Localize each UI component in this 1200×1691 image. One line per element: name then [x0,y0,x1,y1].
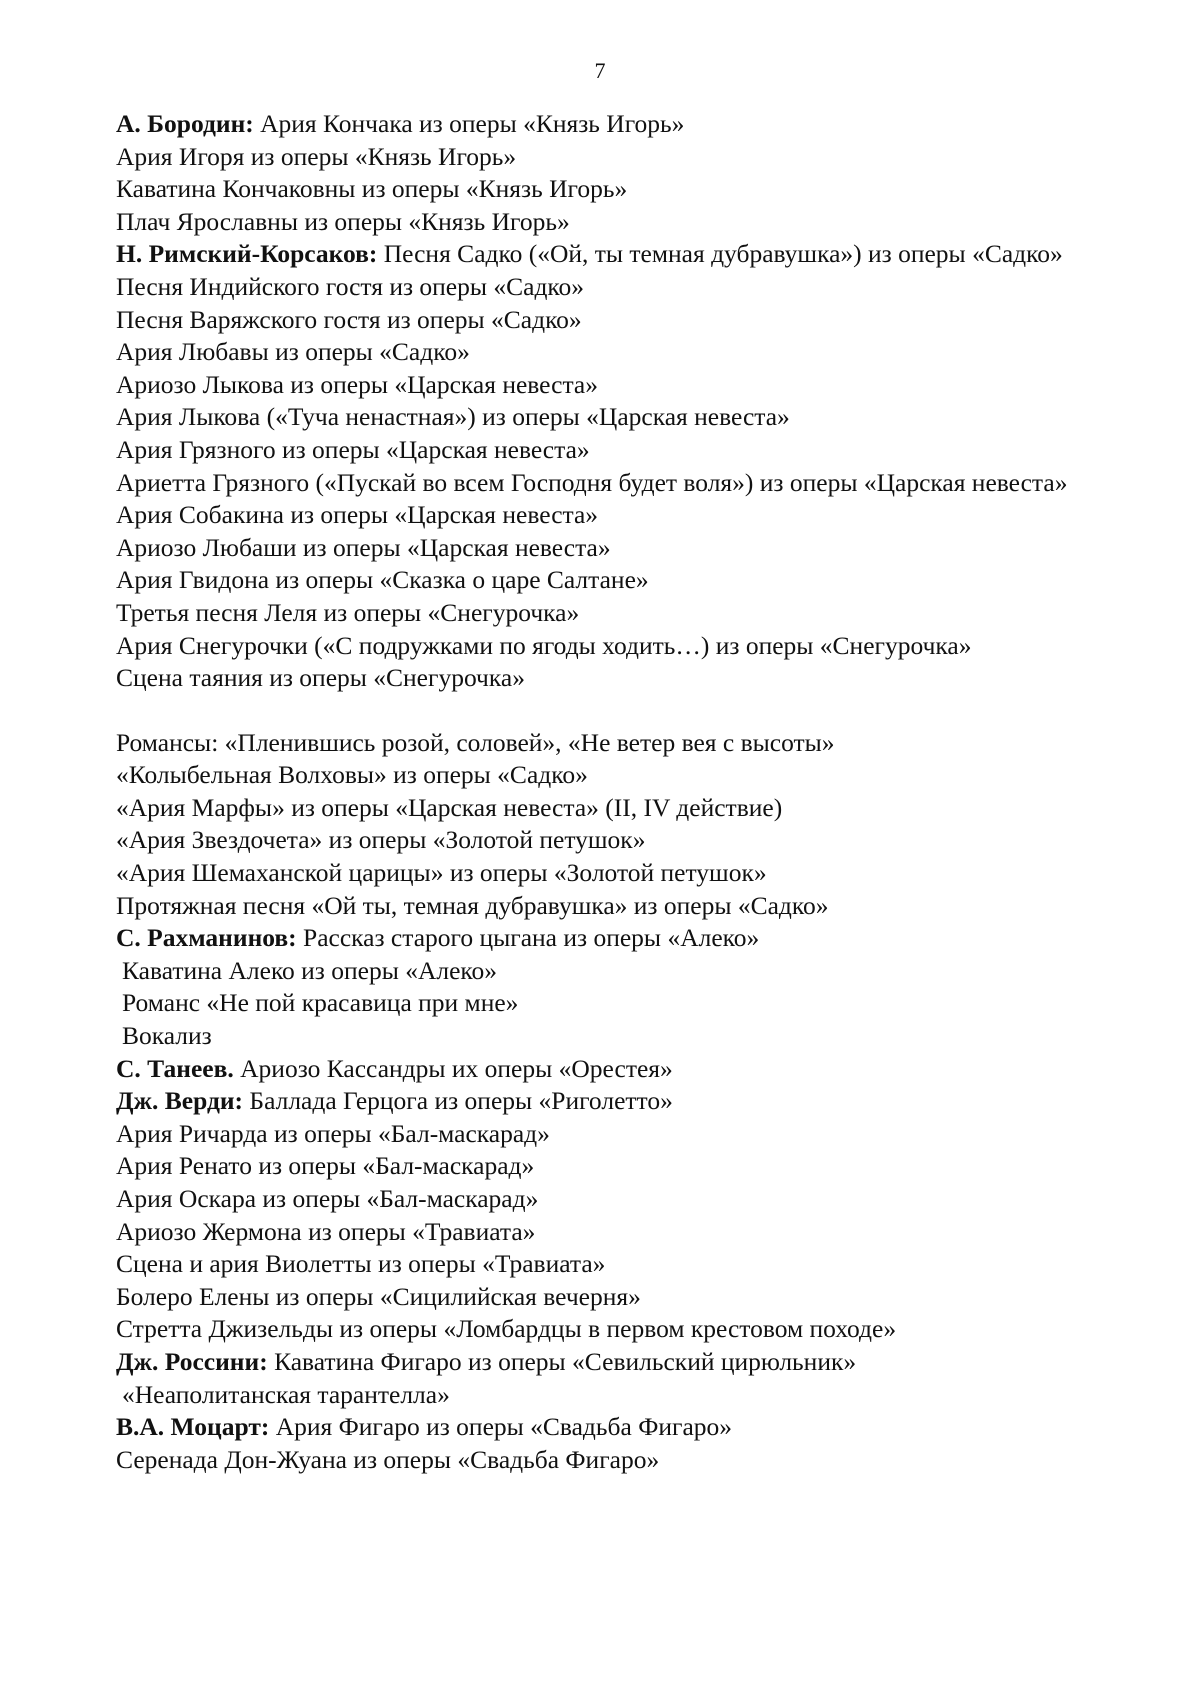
composer-name: Дж. Россини: [116,1346,268,1376]
repertoire-line [116,238,1076,271]
work-title: Песня Садко («Ой, ты темная дубравушка») из оперы «Садко» [377,239,1063,269]
work-title: Ария Игоря из оперы «Князь Игорь» [116,141,517,171]
work-title: Сцена и ария Виолетты из оперы «Травиата» [116,1249,606,1279]
repertoire-line [116,597,1076,630]
repertoire-line [116,271,1076,304]
repertoire-line [116,1216,1076,1249]
work-title: Каватина Кончаковны из оперы «Князь Игорь» [116,174,628,204]
work-title: Песня Индийского гостя из оперы «Садко» [116,271,585,301]
repertoire-line [116,857,1076,890]
repertoire-line [116,206,1076,239]
repertoire-line [116,336,1076,369]
repertoire-line [116,955,1076,988]
composer-name: Н. Римский-Корсаков: [116,239,378,269]
repertoire-line [116,369,1076,402]
repertoire-line [116,1281,1076,1314]
repertoire-line [116,630,1076,663]
repertoire-line [116,1183,1076,1216]
repertoire-line [116,792,1076,825]
work-title: Сцена таяния из оперы «Снегурочка» [116,663,525,693]
composer-name: А. Бородин: [116,109,254,138]
work-title: Ария Снегурочки («С подружками по ягоды ходить…) из оперы «Снегурочка» [116,630,972,660]
work-title: Стретта Джизельды из оперы «Ломбардцы в первом крестовом походе» [116,1314,897,1344]
work-title: Баллада Герцога из оперы «Риголетто» [243,1086,673,1116]
work-title: Романс «Не пой красавица при мне» [122,988,519,1018]
work-title: Ария Ричарда из оперы «Бал-маскарад» [116,1118,550,1148]
repertoire-line [116,467,1076,500]
work-title: Песня Варяжского гостя из оперы «Садко» [116,304,582,334]
repertoire-line [116,1053,1076,1086]
composer-name: Дж. Верди: [116,1086,244,1116]
work-title: Ария Собакина из оперы «Царская невеста» [116,500,599,530]
work-title: «Ария Марфы» из оперы «Царская невеста» (II, IV действие) [116,792,783,822]
repertoire-list [116,108,1076,1476]
work-title: Ария Фигаро из оперы «Свадьба Фигаро» [269,1412,733,1442]
work-title: Ария Любавы из оперы «Садко» [116,337,470,367]
work-title: Болеро Елены из оперы «Сицилийская вечерня» [116,1281,641,1311]
repertoire-line [116,1379,1076,1412]
work-title: Ариозо Любаши из оперы «Царская невеста» [116,532,611,562]
composer-name: В.А. Моцарт: [116,1412,270,1442]
repertoire-line [116,564,1076,597]
work-title: Вокализ [122,1021,212,1051]
repertoire-line [116,173,1076,206]
work-title: «Неаполитанская тарантелла» [122,1379,450,1409]
composer-name: С. Танеев. [116,1053,234,1083]
composer-name: С. Рахманинов: [116,923,297,953]
repertoire-line [116,434,1076,467]
work-title: Ария Лыкова («Туча ненастная») из оперы «Царская невеста» [116,402,790,432]
work-title: Ария Кончака из оперы «Князь Игорь» [253,109,685,138]
repertoire-line [116,1346,1076,1379]
work-title: «Колыбельная Волховы» из оперы «Садко» [116,760,588,790]
work-title: Плач Ярославны из оперы «Князь Игорь» [116,206,570,236]
work-title: Третья песня Леля из оперы «Снегурочка» [116,597,580,627]
work-title: Ария Гвидона из оперы «Сказка о царе Салтане» [116,565,649,595]
work-title: Ариозо Кассандры их оперы «Орестея» [233,1053,673,1083]
work-title: Ариозо Лыкова из оперы «Царская невеста» [116,369,598,399]
repertoire-line [116,1313,1076,1346]
paragraph-gap [116,695,1076,727]
work-title: Романсы: «Пленившись розой, соловей», «Не ветер вея с высоты» [116,727,835,757]
repertoire-line [116,108,1076,141]
repertoire-line [116,1020,1076,1053]
page-number: 7 [594,58,606,83]
work-title: Каватина Алеко из оперы «Алеко» [122,955,498,985]
work-title: Ария Оскара из оперы «Бал-маскарад» [116,1184,539,1213]
repertoire-line [116,922,1076,955]
repertoire-line [116,499,1076,532]
repertoire-line [116,727,1076,760]
work-title: Каватина Фигаро из оперы «Севильский цирюльник» [267,1346,857,1376]
repertoire-line [116,1248,1076,1281]
work-title: Ария Ренато из оперы «Бал-маскарад» [116,1151,535,1181]
repertoire-line [116,401,1076,434]
repertoire-line [116,1444,1076,1477]
repertoire-line [116,824,1076,857]
work-title: Протяжная песня «Ой ты, темная дубравушка» из оперы «Садко» [116,890,829,920]
repertoire-line [116,890,1076,923]
repertoire-line [116,141,1076,174]
repertoire-line [116,662,1076,695]
repertoire-line [116,532,1076,565]
work-title: Рассказ старого цыгана из оперы «Алеко» [296,923,760,953]
work-title: Ариетта Грязного («Пускай во всем Господня будет воля») из оперы «Царская невеста» [116,467,1068,497]
repertoire-line [116,304,1076,337]
repertoire-line [116,1118,1076,1151]
work-title: «Ария Шемаханской царицы» из оперы «Золотой петушок» [116,858,767,888]
work-title: «Ария Звездочета» из оперы «Золотой петушок» [116,825,646,855]
work-title: Ария Грязного из оперы «Царская невеста» [116,434,590,464]
work-title: Ариозо Жермона из оперы «Травиата» [116,1216,536,1246]
repertoire-line [116,1150,1076,1183]
repertoire-line [116,987,1076,1020]
repertoire-line [116,1085,1076,1118]
repertoire-line [116,759,1076,792]
work-title: Серенада Дон-Жуана из оперы «Свадьба Фигаро» [116,1444,660,1474]
repertoire-line [116,1411,1076,1444]
